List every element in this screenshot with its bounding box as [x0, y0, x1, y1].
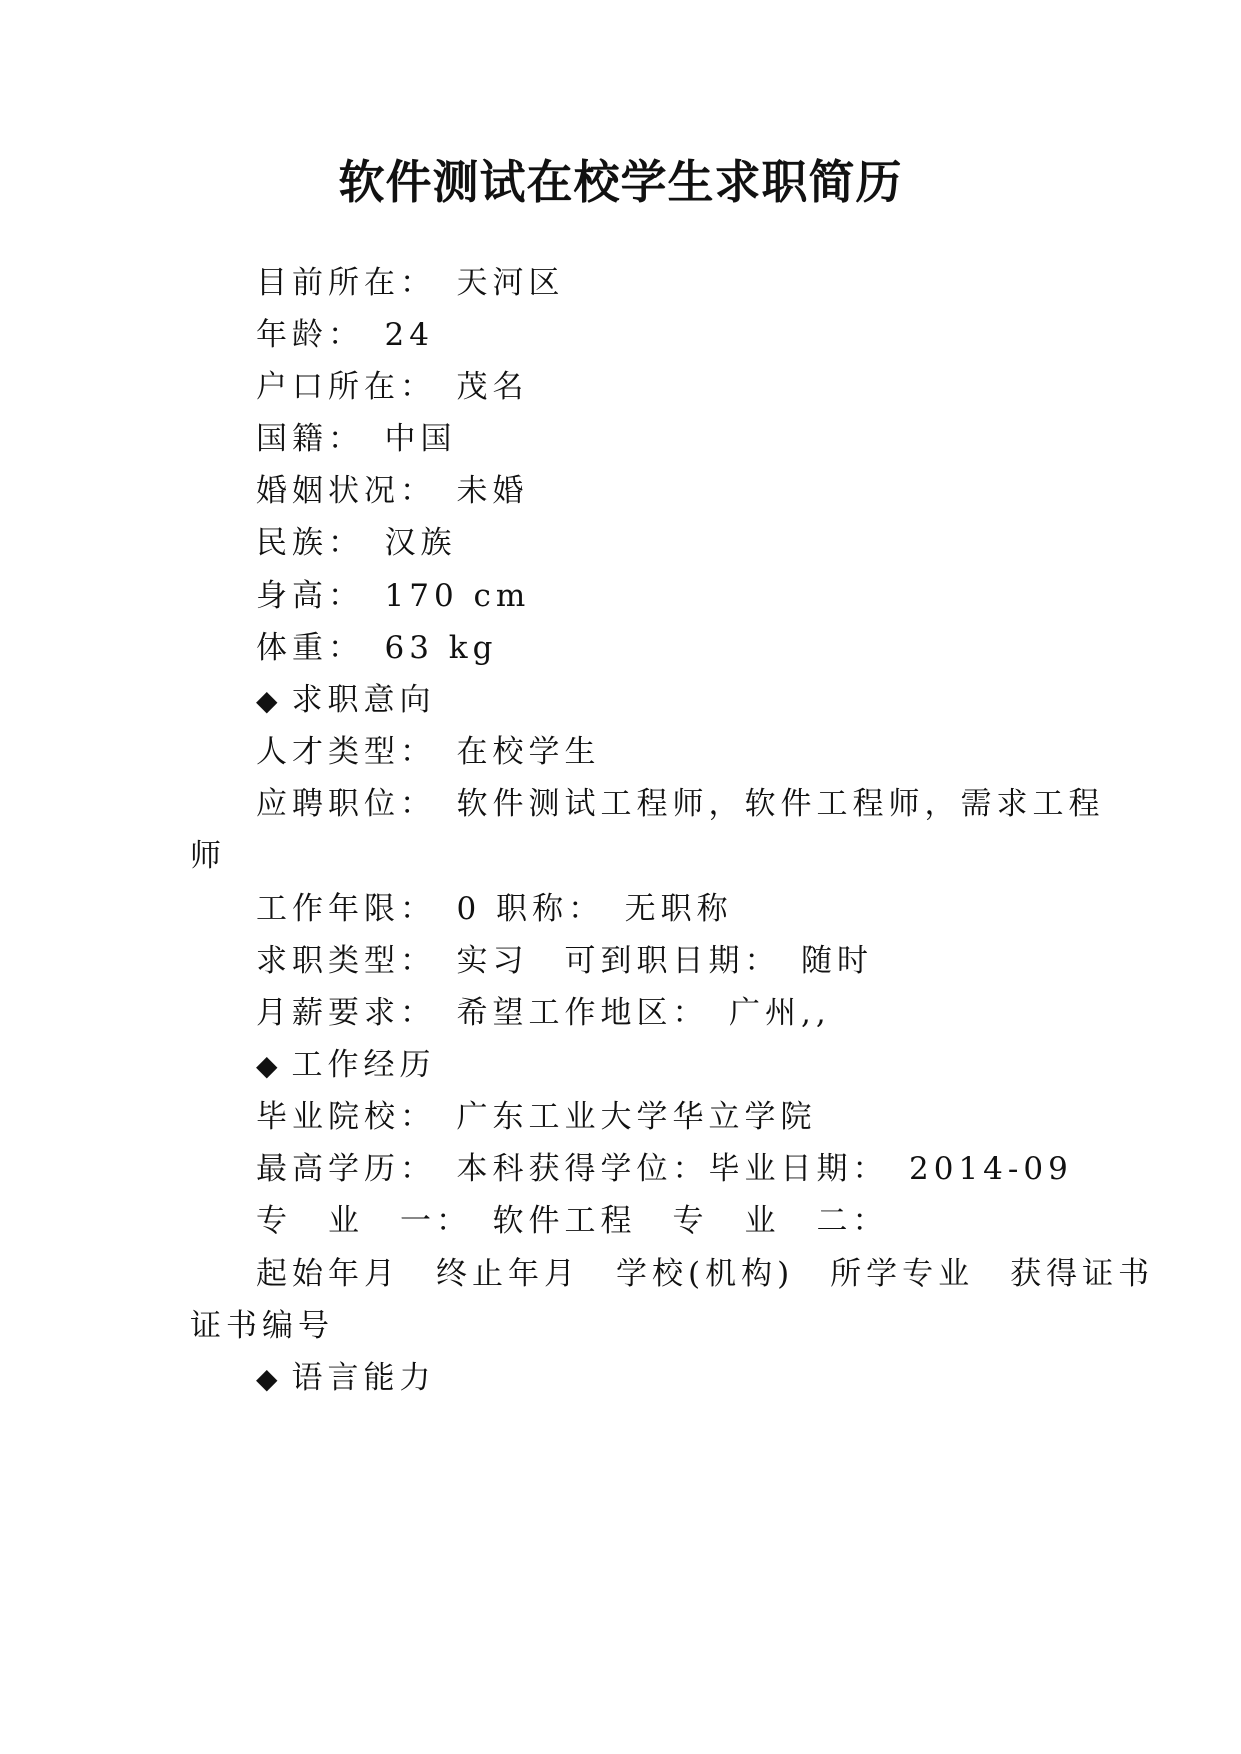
diamond-bullet-icon: ◆ [256, 1362, 278, 1395]
education-table-header: 起始年月 终止年月 学校(机构) 所学专业 获得证书 [256, 1256, 1155, 1292]
section-heading: 语言能力 [291, 1360, 436, 1396]
position-line-continued: 师 [190, 838, 226, 874]
location-line: 目前所在： 天河区 [256, 265, 565, 301]
nationality-line: 国籍： 中国 [256, 421, 457, 457]
section-work-experience [256, 1045, 436, 1086]
diamond-bullet-icon: ◆ [256, 1049, 278, 1082]
position-line: 应聘职位： 软件测试工程师，软件工程师，需求工程 [256, 786, 1105, 822]
section-heading: 求职意向 [291, 682, 436, 718]
section-job-intent [256, 680, 436, 721]
marital-status-line: 婚姻状况： 未婚 [256, 473, 529, 509]
height-line: 身高： 170 cm [256, 578, 531, 614]
age-line: 年龄： 24 [256, 317, 434, 353]
talent-type-line: 人才类型： 在校学生 [256, 734, 601, 770]
section-heading: 工作经历 [291, 1047, 436, 1083]
diamond-bullet-icon: ◆ [256, 684, 278, 717]
document-title: 软件测试在校学生求职简历 [338, 155, 903, 209]
major-line: 专 业 一： 软件工程 专 业 二： [256, 1203, 889, 1239]
section-language [256, 1358, 436, 1399]
salary-line: 月薪要求： 希望工作地区： 广州,, [256, 995, 831, 1031]
education-table-header-continued: 证书编号 [190, 1308, 334, 1344]
hukou-line: 户口所在： 茂名 [256, 369, 529, 405]
ethnicity-line: 民族： 汉族 [256, 525, 457, 561]
work-years-line: 工作年限： 0 职称： 无职称 [256, 891, 733, 927]
degree-line: 最高学历： 本科获得学位：毕业日期： 2014-09 [256, 1151, 1073, 1187]
job-type-line: 求职类型： 实习 可到职日期： 随时 [256, 943, 873, 979]
weight-line: 体重： 63 kg [256, 630, 498, 666]
school-line: 毕业院校： 广东工业大学华立学院 [256, 1099, 817, 1135]
